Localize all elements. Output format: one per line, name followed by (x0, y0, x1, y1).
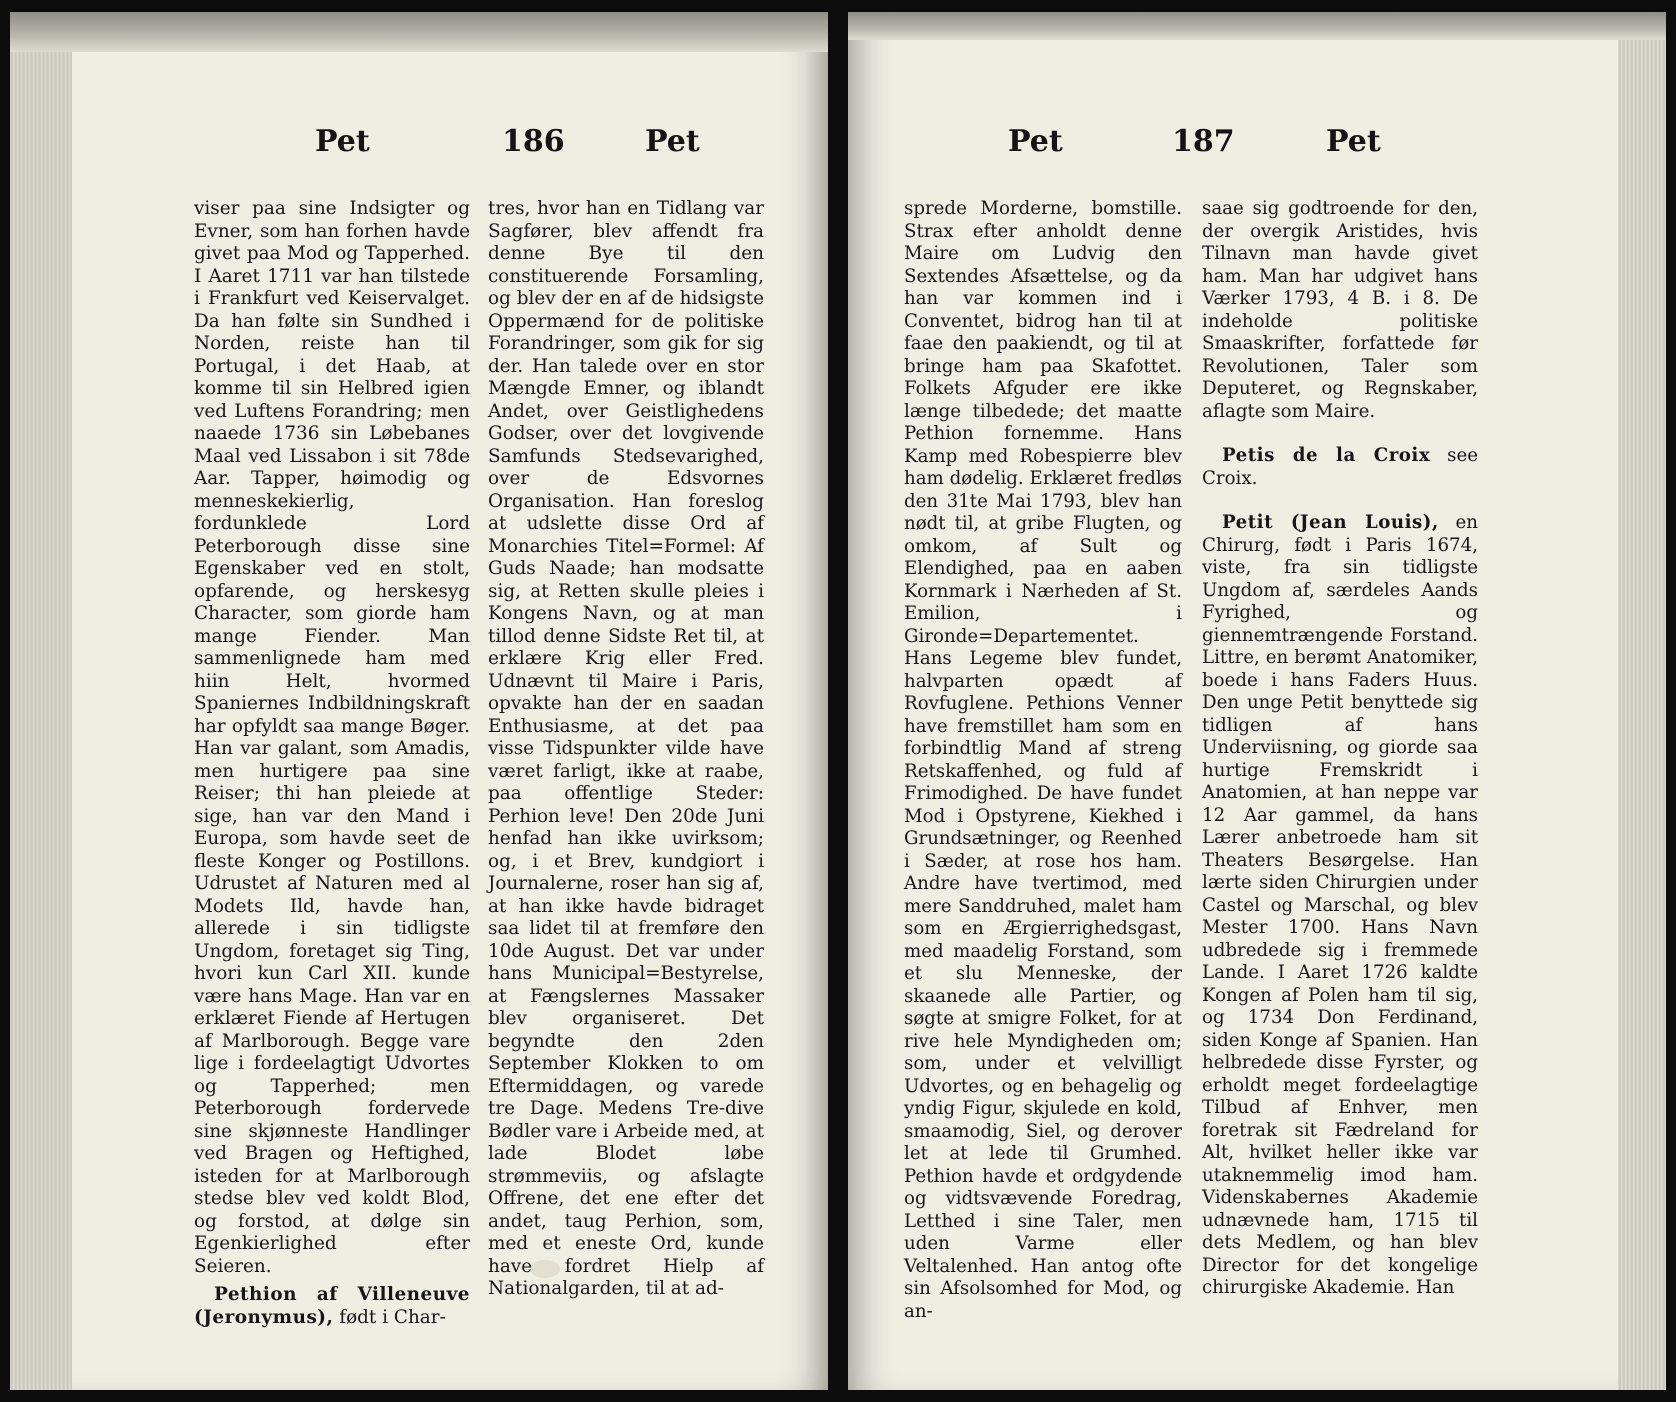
page-number: 187 (1172, 124, 1235, 159)
page-stack-edge (10, 52, 72, 1390)
page-header (70, 124, 830, 174)
page-top-edge (848, 12, 1666, 40)
entry-heading: Petit (Jean Louis), (1222, 512, 1439, 533)
text-column-1 (194, 198, 470, 1329)
header-left-word: Pet (315, 124, 370, 159)
page-stack-edge (1618, 40, 1666, 1390)
header-right-word: Pet (645, 124, 700, 159)
column-text: viser paa sine Indsigter og Evner, som han forhen havde givet paa Mod og Tapperhed. I Aaret 1711 var han tilstede i Frankfurt ved Keiservalget. Da han følte sin Sundhed i Norden, reiste han til Portugal, i det Haab, at komme til sin Helbred igien ved Luftens Forandring; men naaede 1736 sin Løbebanes Maal ved Lissabon i sit 78de Aar. Tapper, høimodig og menneskekierlig, fordunklede Lord Peterborough disse sine Egenskaber ved en stolt, opfarende, og herskesyg Character, som giorde ham mange Fiender. Man sammenlignede ham med hiin Helt, hvormed Spaniernes Indbildningskraft har opfyldt saa mange Bøger. Han var galant, som Amadis, men hurtigere paa sine Reiser; thi han pleiede at sige, han var den Mand i Europa, som havde seet de fleste Konger og Postillons. Udrustet af Naturen med al Modets Ild, havde han, allerede i sin tidligste Ungdom, foretaget sig Ting, hvori kun Carl XII. kunde være hans Mage. Han var en erklæret Fiende af Hertugen af Marlborough. Begge vare lige i fordeelagtigt Udvortes og Tapperhed; men Peterborough fordervede sine skjønneste Handlinger ved Bragen og Heftighed, isteden for at Marlborough stedse blev ved koldt Blod, og forstod, at dølge sin Egenkierlighed efter Seieren. (194, 198, 470, 1277)
entry-text: født i Char- (339, 1306, 446, 1328)
text-column-1 (904, 198, 1182, 1323)
paper-stain (530, 1260, 560, 1278)
entry-text: en Chirurg, født i Paris 1674, viste, fra sin tidligste Ungdom af, særdeles Aands Fyrighed, og giennemtrængende Forstand. Littre, en berømt Anatomiker, boede i hans Faders Huus. Den unge Petit benyttede sig tidligen af hans Underviisning, og giorde saa hurtige Fremskridt i Anatomien, at han neppe var 12 Aar gammel, da hans Lærer anbetroede ham sit Theaters Besørgelse. Han lærte siden Chirurgien under Castel og Marschal, og blev Mester 1700. Hans Navn udbredede sig i fremmede Lande. I Aaret 1726 kaldte Kongen af Polen ham til sig, og 1734 Don Ferdinand, siden Konge af Spanien. Han helbredede disse Fyrster, og erholdt meget fordeelagtige Tilbud af Enhver, men foretrak sit Fædreland for Alt, hvilket heller ikke var utaknemmelig imod ham. Videnskabernes Akademie udnævnede ham, 1715 til dets Medlem, og han blev Director for det kongelige chirurgiske Akademie. Han (1202, 512, 1478, 1298)
entry-text: see Croix. (1202, 445, 1478, 489)
column-text: saae sig godtroende for den, der overgik Aristides, hvis Tilnavn man havde givet ham. Man har udgivet hans Værker 1793, 4 B. i 8. De indeholde politiske Smaaskrifter, forfattede før Revolutionen, Taler som Deputeret, og Regnskaber, aflagte som Maire. (1202, 198, 1478, 422)
page-top-edge (10, 12, 828, 52)
column-text: sprede Morderne, bomstille. Strax efter anholdt denne Maire om Ludvig den Sextendes Afsættelse, og da han var kommen ind i Conventet, bidrog han til at faae den paakiendt, og til at bringe ham paa Skafottet. Folkets Afguder ere ikke længe tilbedede; det maatte Pethion fornemme. Hans Kamp med Robespierre blev ham dødelig. Erklæret fredløs den 31te Mai 1793, blev han nødt til, at gribe Flugten, og omkom, af Sult og Elendighed, paa en aaben Kornmark i Nærheden af St. Emilion, i Gironde=Departementet. Hans Legeme blev fundet, halvparten opædt af Rovfuglene. Pethions Venner have fremstillet ham som en forbindtlig Mand af streng Retskaffenhed, og fuld af Frimodighed. De have fundet Mod i Opstyrene, Kiekhed i Grundsætninger, og Reenhed i Sæder, at rose hos ham. Andre have tvertimod, med mere Sanddruhed, malet ham som en Ærgierrighedsgast, med maadelig Forstand, som et slu Menneske, der skaanede alle Partier, og søgte at smigre Folket, for at rive hele Myndigheden om; som, under et velvilligt Udvortes, og en behagelig og yndig Figur, skjulede en kold, smaamodig, Siel, og derover let at lede til Grumhed. Pethion havde et ordgydende og vidtsvævende Foredrag, Letthed i sine Taler, men uden Varme eller Veltalenhed. Han antog ofte sin Afsolsomhed for Mod, og an- (904, 198, 1182, 1322)
right-page (848, 12, 1666, 1390)
text-column-2 (488, 198, 764, 1301)
left-page (10, 12, 828, 1390)
text-column-2 (1202, 198, 1478, 1300)
header-left-word: Pet (1008, 124, 1063, 159)
entry-heading: Petis de la Croix (1222, 445, 1431, 466)
page-number: 186 (502, 124, 565, 159)
page-header (848, 124, 1618, 174)
entry-heading: Pethion af Villeneuve (Jeronymus), (194, 1284, 470, 1328)
header-right-word: Pet (1326, 124, 1381, 159)
column-text: tres, hvor han en Tidlang var Sagfører, blev affendt fra denne Bye til den constituerende Forsamling, og blev der en af de hidsigste Oppermænd for de politiske Forandringer, som gik for sig der. Han talede over en stor Mængde Emner, og iblandt Andet, over Geistlighedens Godser, over det lovgivende Samfunds Stedsevarighed, over de Edsvornes Organisation. Han foreslog at udslette disse Ord af Monarchies Titel=Formel: Af Guds Naade; han modsatte sig, at Retten skulle pleies i Kongens Navn, og at man tillod denne Sidste Ret til, at erklære Krig eller Fred. Udnævnt til Maire i Paris, opvakte han der en saadan Enthusiasme, at det paa visse Tidspunkter vilde have været farligt, ikke at raabe, paa offentlige Steder: Perhion leve! Den 20de Juni henfad han ikke uvirksom; og, i et Brev, kundgiort i Journalerne, roser han sig af, at han ikke havde bidraget saa lidet til at fremføre den 10de August. Det var under hans Municipal=Bestyrelse, at Fængslernes Massaker blev organiseret. Det begyndte den 2den September Klokken to om Eftermiddagen, og varede tre Dage. Medens Tre-dive Bødler vare i Arbeide med, at lade Blodet løbe strømmeviis, og afslagte Offrene, det ene efter det andet, taug Perhion, som, med et eneste Ord, kunde have fordret Hielp af Nationalgarden, til at ad- (488, 198, 764, 1299)
